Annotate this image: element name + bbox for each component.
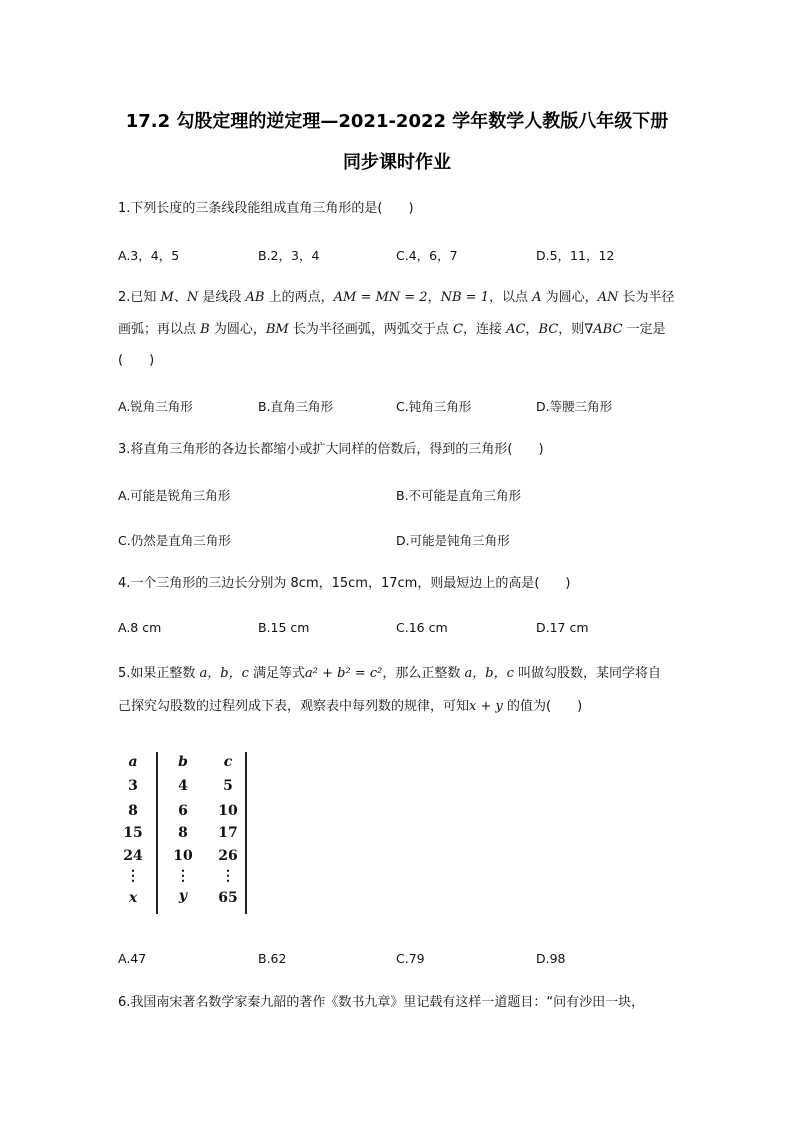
text-run: 长为半径 <box>618 290 675 305</box>
math-expr: x + y <box>469 699 503 714</box>
table-cell: 3 <box>128 778 138 794</box>
question-5-option-c: C.79 <box>396 951 425 966</box>
table-divider <box>156 752 158 914</box>
text-run: 叫做勾股数，某同学将自 <box>513 666 661 681</box>
math-var: BM <box>265 322 289 337</box>
text-run: 一定是 <box>622 322 666 337</box>
table-cell: y <box>178 888 188 904</box>
table-cell: 15 <box>123 825 143 841</box>
text-run: ，连接 <box>462 322 507 337</box>
question-1-option-c: C.4，6，7 <box>396 248 458 263</box>
question-4-option-d: D.17 cm <box>536 620 589 635</box>
table-cell: 8 <box>178 825 188 841</box>
question-3-stem: 3.将直角三角形的各边长都缩小或扩大同样的倍数后，得到的三角形( ) <box>118 442 544 457</box>
table-divider <box>245 752 247 914</box>
math-var: M <box>160 290 174 305</box>
worksheet-title-line2: 同步课时作业 <box>343 152 451 173</box>
math-var: AN <box>597 290 619 305</box>
table-cell: ⋮ <box>126 868 140 884</box>
math-var: N <box>186 290 199 305</box>
question-4-option-b: B.15 cm <box>258 620 310 635</box>
question-5-stem-line1 <box>118 664 678 684</box>
table-cell: 5 <box>223 778 233 794</box>
text-run: 长为半径画弧，两弧交于点 <box>288 322 453 337</box>
question-3-option-a: A.可能是锐角三角形 <box>118 488 231 503</box>
question-4-option-c: C.16 cm <box>396 620 448 635</box>
text-run: 上的两点， <box>264 290 334 305</box>
text-run: 5.如果正整数 <box>118 666 200 681</box>
worksheet-title-line1: 17.2 勾股定理的逆定理—2021-2022 学年数学人教版八年级下册 <box>125 111 669 132</box>
question-2-option-c: C.钝角三角形 <box>396 399 472 414</box>
pythagorean-triple-table <box>118 748 258 918</box>
question-2-stem-line2 <box>118 320 678 340</box>
table-cell: x <box>128 890 138 906</box>
question-5-option-b: B.62 <box>258 951 287 966</box>
table-cell: 10 <box>173 848 193 864</box>
question-5-option-a: A.47 <box>118 951 147 966</box>
table-cell: ⋮ <box>221 868 235 884</box>
table-cell: 4 <box>178 778 188 794</box>
math-var: C <box>452 322 463 337</box>
math-expr: AM = MN = 2 <box>333 290 428 305</box>
text-run: ，以点 <box>488 290 533 305</box>
question-1-option-d: D.5，11，12 <box>536 248 615 263</box>
question-6-stem: 6.我国南宋著名数学家秦九韶的著作《数书九章》里记载有这样一道题目：“问有沙田一块， <box>118 995 645 1010</box>
text-run: 为圆心， <box>209 322 266 337</box>
question-3-option-d: D.可能是钝角三角形 <box>396 533 510 548</box>
math-var: B <box>200 322 210 337</box>
question-1-option-b: B.2，3，4 <box>258 248 320 263</box>
text-run: ，则 <box>558 322 585 337</box>
text-run: ，那么正整数 <box>382 666 465 681</box>
text-run: 2.已知 <box>118 290 161 305</box>
text-run: 满足等式 <box>248 666 306 681</box>
table-cell: 26 <box>218 848 238 864</box>
table-cell: 6 <box>178 803 188 819</box>
text-run: 为圆心， <box>541 290 598 305</box>
question-3-option-b: B.不可能是直角三角形 <box>396 488 522 503</box>
math-var: a，b，c <box>199 666 249 681</box>
question-3-option-c: C.仍然是直角三角形 <box>118 533 231 548</box>
table-cell: ⋮ <box>176 868 190 884</box>
math-var: AC <box>506 322 526 337</box>
math-var: AB <box>245 290 265 305</box>
table-cell: 24 <box>123 848 143 864</box>
text-run: 的值为( ) <box>502 699 583 714</box>
question-2-option-d: D.等腰三角形 <box>536 399 613 414</box>
table-cell: 10 <box>218 803 238 819</box>
question-1-stem: 1.下列长度的三条线段能组成直角三角形的是( ) <box>118 201 414 216</box>
math-expr: ∇ABC <box>584 322 623 337</box>
question-1-option-a: A.3，4，5 <box>118 248 180 263</box>
text-run: 己探究勾股数的过程列成下表，观察表中每列数的规律，可知 <box>118 699 470 714</box>
table-cell: 17 <box>218 825 238 841</box>
math-var: a，b，c <box>464 666 514 681</box>
text-run: ， <box>525 322 539 337</box>
question-2-option-b: B.直角三角形 <box>258 399 334 414</box>
question-4-stem: 4.一个三角形的三边长分别为 8cm，15cm，17cm，则最短边上的高是( ) <box>118 576 571 591</box>
table-header-c: c <box>223 754 233 770</box>
table-cell: 65 <box>218 890 238 906</box>
math-expr: a² + b² = c² <box>305 666 383 681</box>
question-2-option-a: A.锐角三角形 <box>118 399 193 414</box>
question-5-option-d: D.98 <box>536 951 566 966</box>
math-expr: NB = 1 <box>440 290 489 305</box>
question-4-option-a: A.8 cm <box>118 620 162 635</box>
table-cell: 8 <box>128 803 138 819</box>
table-header-b: b <box>178 754 188 770</box>
question-2-stem-line3: ( ) <box>118 353 155 368</box>
question-5-stem-line2 <box>118 697 678 717</box>
text-run: 画弧；再以点 <box>118 322 201 337</box>
question-2-stem-line1 <box>118 288 678 308</box>
text-run: 是线段 <box>198 290 246 305</box>
text-run: 、 <box>173 290 187 305</box>
text-run: ， <box>427 290 441 305</box>
table-header-a: a <box>128 754 138 770</box>
math-var: BC <box>538 322 559 337</box>
math-var: A <box>532 290 542 305</box>
